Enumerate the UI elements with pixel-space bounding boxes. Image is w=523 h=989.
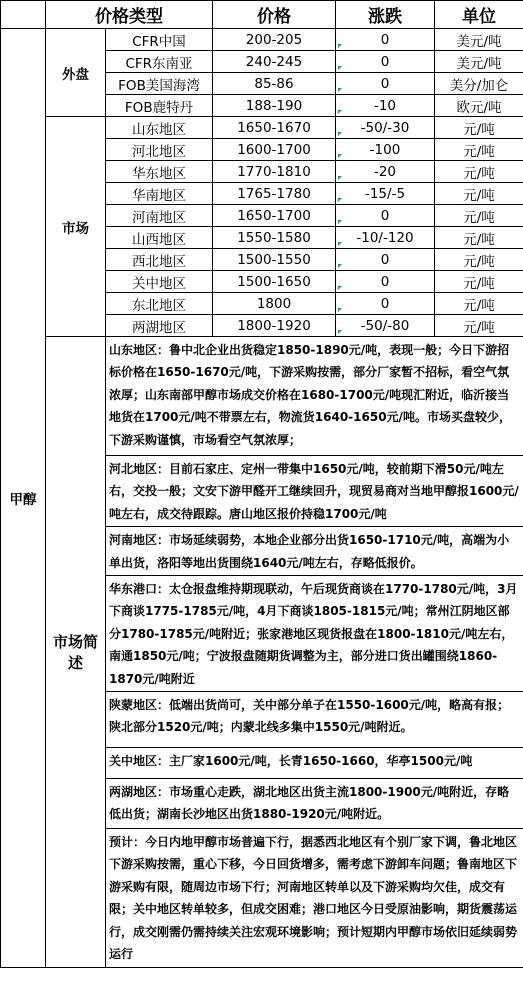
change-value bbox=[336, 73, 435, 95]
price-value: 200-205 bbox=[213, 29, 336, 51]
change-marker-icon bbox=[338, 132, 342, 136]
unit-value: 元/吨 bbox=[435, 183, 523, 205]
change-value bbox=[336, 271, 435, 293]
description-block: 陕蒙地区：低端出货尚可，关中部分单子在1550-1600元/吨，略高有报；陕北部分1520元/吨；内蒙北线多集中1550元/吨附近。 bbox=[106, 692, 523, 748]
change-value bbox=[336, 293, 435, 315]
change-value bbox=[336, 227, 435, 249]
unit-value: 美元/吨 bbox=[435, 29, 523, 51]
price-value: 1600-1700 bbox=[213, 139, 336, 161]
change-value bbox=[336, 139, 435, 161]
price-value: 188-190 bbox=[213, 95, 336, 117]
unit-value: 元/吨 bbox=[435, 139, 523, 161]
region-name: 山东地区 bbox=[106, 117, 213, 139]
header-unit: 单位 bbox=[435, 1, 523, 29]
region-name: 华东地区 bbox=[106, 161, 213, 183]
price-value: 240-245 bbox=[213, 51, 336, 73]
change-value bbox=[336, 183, 435, 205]
change-value bbox=[336, 205, 435, 227]
region-name: 东北地区 bbox=[106, 293, 213, 315]
change-text: -10 bbox=[373, 97, 397, 114]
change-text: -10/-120 bbox=[356, 229, 414, 246]
change-text: -50/-30 bbox=[360, 119, 410, 136]
change-value bbox=[336, 51, 435, 73]
price-value: 1770-1810 bbox=[213, 161, 336, 183]
change-marker-icon bbox=[338, 286, 342, 290]
region-name: FOB鹿特丹 bbox=[106, 95, 213, 117]
change-marker-icon bbox=[338, 88, 342, 92]
change-marker-icon bbox=[338, 242, 342, 246]
change-marker-icon bbox=[338, 176, 342, 180]
change-marker-icon bbox=[338, 198, 342, 202]
price-value: 1500-1550 bbox=[213, 249, 336, 271]
unit-value: 元/吨 bbox=[435, 161, 523, 183]
change-text: -100 bbox=[369, 141, 401, 158]
change-value bbox=[336, 161, 435, 183]
unit-value: 元/吨 bbox=[435, 205, 523, 227]
header-blank bbox=[1, 1, 46, 29]
description-block: 山东地区：鲁中北企业出货稳定1850-1890元/吨，表现一般；今日下游招标价格在1650-1670元/吨，下游采购按需，部分厂家暂不招标，看空气氛浓厚；山东南部甲醇市场成交价格在1680-1700元/吨现汇附近，临沂接当地货在1700元/吨不带票左右，物流货1640-1650元/吨。市场买盘较少，下游采购谨慎，市场看空气氛浓厚； bbox=[106, 337, 523, 456]
group-label-market: 市场 bbox=[46, 117, 106, 337]
category-label: 甲醇 bbox=[1, 29, 46, 968]
group-label-outer: 外盘 bbox=[46, 29, 106, 117]
region-name: CFR中国 bbox=[106, 29, 213, 51]
header-price: 价格 bbox=[213, 1, 336, 29]
change-marker-icon bbox=[338, 264, 342, 268]
region-name: FOB美国海湾 bbox=[106, 73, 213, 95]
price-value: 1800-1920 bbox=[213, 315, 336, 337]
region-name: 关中地区 bbox=[106, 271, 213, 293]
unit-value: 元/吨 bbox=[435, 117, 523, 139]
change-marker-icon bbox=[338, 154, 342, 158]
price-value: 1765-1780 bbox=[213, 183, 336, 205]
header-row bbox=[1, 1, 523, 29]
change-text: 0 bbox=[380, 53, 390, 70]
price-value: 1500-1650 bbox=[213, 271, 336, 293]
region-name: 河北地区 bbox=[106, 139, 213, 161]
unit-value: 元/吨 bbox=[435, 249, 523, 271]
change-text: 0 bbox=[380, 31, 390, 48]
price-value: 1650-1700 bbox=[213, 205, 336, 227]
description-cell bbox=[106, 337, 523, 968]
unit-value: 元/吨 bbox=[435, 293, 523, 315]
unit-value: 元/吨 bbox=[435, 315, 523, 337]
change-text: 0 bbox=[380, 251, 390, 268]
unit-value: 元/吨 bbox=[435, 227, 523, 249]
price-value: 1800 bbox=[213, 293, 336, 315]
change-marker-icon bbox=[338, 110, 342, 114]
change-value bbox=[336, 29, 435, 51]
change-text: -15/-5 bbox=[364, 185, 406, 202]
unit-value: 美元/吨 bbox=[435, 51, 523, 73]
change-text: 0 bbox=[380, 273, 390, 290]
price-row bbox=[1, 29, 523, 51]
region-name: 两湖地区 bbox=[106, 315, 213, 337]
description-block: 华东港口：太仓报盘维持期现联动，午后现货商谈在1770-1780元/吨，3月下商谈1775-1785元/吨，4月下商谈1805-1815元/吨；常州江阴地区部分1780-1785元/吨附近；张家港地区现货报盘在1800-1810元/吨左右，南通1850元/吨；宁波报盘随期货调整为主，部分进口货出罐围绕1860-1870元/吨附近 bbox=[106, 576, 523, 692]
change-marker-icon bbox=[338, 330, 342, 334]
change-value bbox=[336, 315, 435, 337]
description-block: 河南地区：市场延续弱势，本地企业部分出货1650-1710元/吨，高端为小单出货，洛阳等地出货围绕1640元/吨左右，存略低报价。 bbox=[106, 527, 523, 576]
region-name: 河南地区 bbox=[106, 205, 213, 227]
header-price-type: 价格类型 bbox=[46, 1, 213, 29]
region-name: 西北地区 bbox=[106, 249, 213, 271]
price-value: 1650-1670 bbox=[213, 117, 336, 139]
region-name: 华南地区 bbox=[106, 183, 213, 205]
change-marker-icon bbox=[338, 44, 342, 48]
change-value bbox=[336, 95, 435, 117]
change-marker-icon bbox=[338, 220, 342, 224]
price-value: 1550-1580 bbox=[213, 227, 336, 249]
region-name: CFR东南亚 bbox=[106, 51, 213, 73]
header-change: 涨跌 bbox=[336, 1, 435, 29]
group-label-desc: 市场简述 bbox=[46, 337, 106, 968]
price-value: 85-86 bbox=[213, 73, 336, 95]
change-value bbox=[336, 117, 435, 139]
change-marker-icon bbox=[338, 308, 342, 312]
unit-value: 美分/加仑 bbox=[435, 73, 523, 95]
unit-value: 元/吨 bbox=[435, 271, 523, 293]
description-block: 预计：今日内地甲醇市场普遍下行，据悉西北地区有个别厂家下调，鲁北地区下游采购按需，重心下移，今日回货增多，需考虑下游卸车问题；鲁南地区下游采购有限，随周边市场下行；河南地区转单以及下游采购均欠佳，成交有限；关中地区转单较多，但成交困难；港口地区今日受原油影响，期货震荡运行，成交刚需仍需持续关注宏观环境影响；预计短期内甲醇市场依旧延续弱势运行 bbox=[109, 835, 518, 962]
unit-value: 欧元/吨 bbox=[435, 95, 523, 117]
change-text: 0 bbox=[380, 207, 390, 224]
change-text: -20 bbox=[373, 163, 397, 180]
description-block: 关中地区：主厂家1600元/吨，长青1650-1660，华亭1500元/吨 bbox=[106, 748, 523, 779]
change-text: 0 bbox=[380, 295, 390, 312]
change-marker-icon bbox=[338, 66, 342, 70]
change-text: -50/-80 bbox=[360, 317, 410, 334]
region-name: 山西地区 bbox=[106, 227, 213, 249]
description-row bbox=[1, 337, 523, 968]
price-row bbox=[1, 117, 523, 139]
description-block: 河北地区：目前石家庄、定州一带集中1650元/吨，较前期下滑50元/吨左右，交投一般；文安下游甲醛开工继续回升，现贸易商对当地甲醇报1600元/吨左右，成交待跟踪。唐山地区报价持稳1700元/吨 bbox=[106, 456, 523, 527]
change-value bbox=[336, 249, 435, 271]
change-text: 0 bbox=[380, 75, 390, 92]
description-block: 两湖地区：市场重心走跌，湖北地区出货主流1800-1900元/吨附近，存略低出货；湖南长沙地区出货1880-1920元/吨附近。 bbox=[106, 779, 523, 829]
